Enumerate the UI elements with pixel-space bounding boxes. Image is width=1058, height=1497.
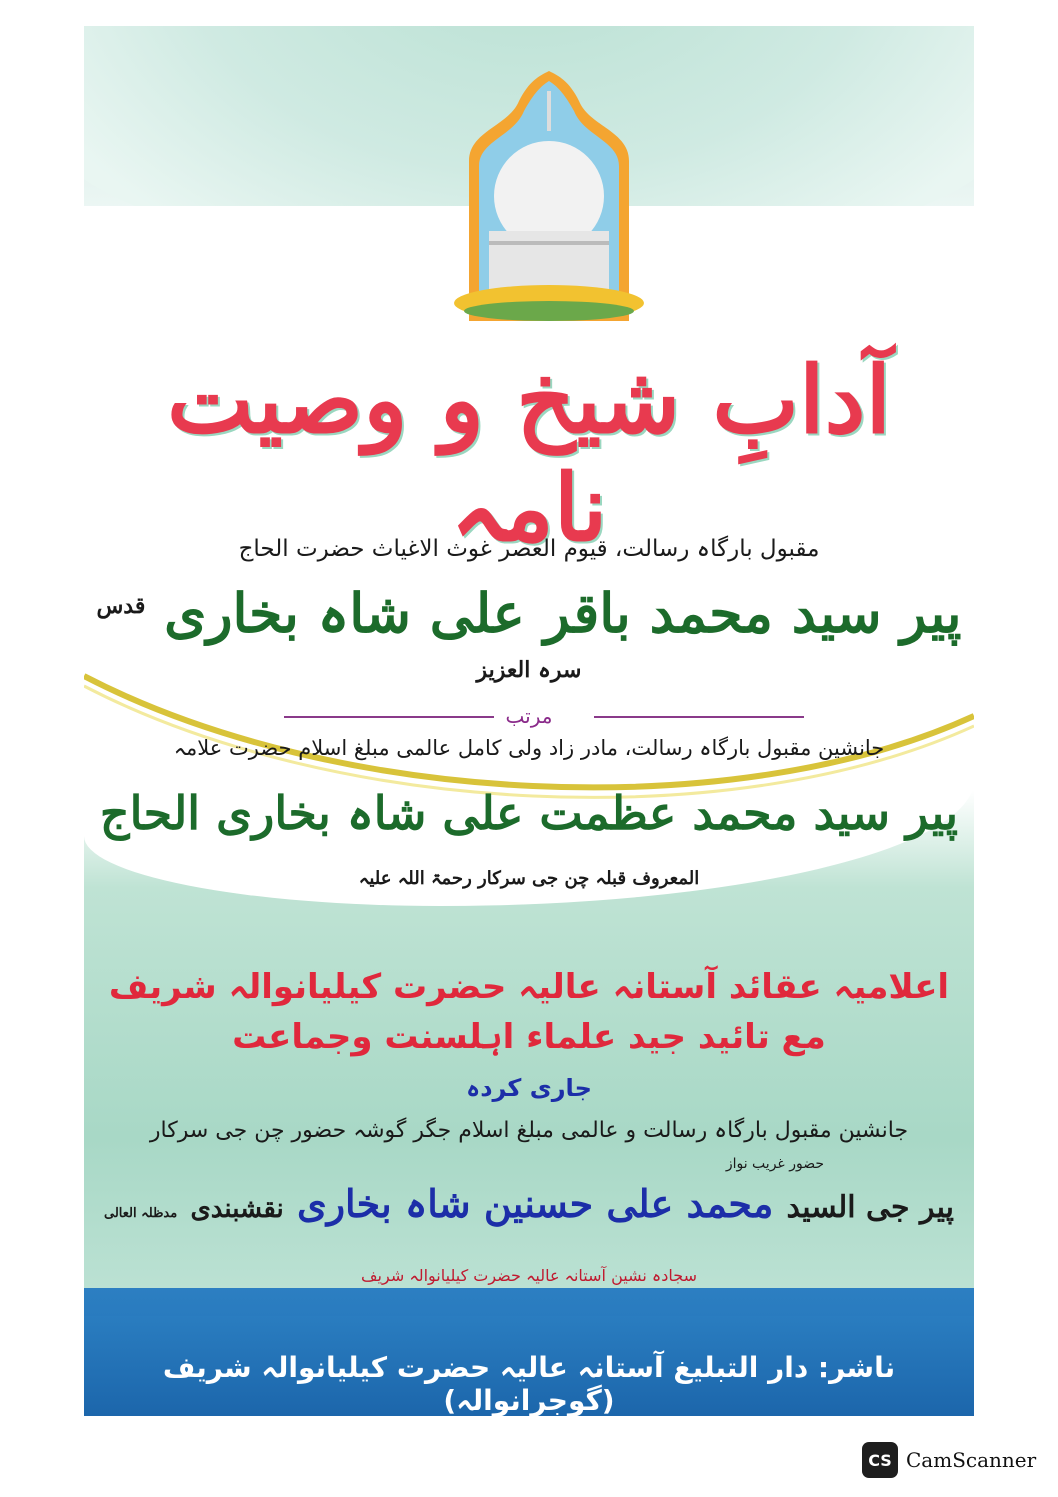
book-cover (84, 26, 974, 1416)
author-name-1 (84, 581, 974, 709)
subtitle-sajjada: سجادہ نشین آستانہ عالیہ حضرت کیلیانوالہ شریف (360, 1266, 697, 1285)
compiler-label-row (84, 704, 974, 728)
compiler-label: مرتب (505, 704, 553, 728)
author-name-3-small: مدظلہ العالی (104, 1206, 178, 1221)
subtitle-honorific-4: حضور غریب نواز (725, 1156, 824, 1172)
author-name-1-text: پیر سید محمد باقر علی شاہ بخاری (164, 581, 962, 645)
author-name-3-suffix: نقشبندی (190, 1194, 284, 1224)
declaration-line-2: مع تائید جید علماء اہلسنت وجماعت (232, 1017, 826, 1057)
subtitle-honorific-3: جانشین مقبول بارگاہ رسالت و عالمی مبلغ اسلام جگر گوشہ حضور چن جی سرکار (149, 1118, 909, 1143)
shrine-dome-icon (449, 71, 649, 331)
author-name-3-prefix: پیر جی السید (786, 1190, 954, 1225)
author-name-2-suffix: المعروف قبلہ چن جی سرکار رحمۃ اللہ علیہ (358, 868, 700, 890)
issued-by-label: جاری کردہ (466, 1074, 592, 1102)
subtitle-honorific-2: جانشین مقبول بارگاہ رسالت، مادر زاد ولی کامل عالمی مبلغ اسلام حضرت علامہ (173, 736, 885, 760)
author-name-3 (84, 1181, 974, 1226)
publisher-text: ناشر: دار التبلیغ آستانہ عالیہ حضرت کیلیانوالہ شریف (گوجرانوالہ) (162, 1351, 896, 1416)
camscanner-label: CamScanner (906, 1448, 1037, 1472)
declaration-line-1: اعلامیہ عقائد آستانہ عالیہ حضرت کیلیانوالہ شریف (108, 967, 950, 1007)
book-title: آدابِ شیخ و وصیت نامہ (166, 346, 892, 562)
author-name-3-text: محمد علی حسنین شاہ بخاری (296, 1181, 774, 1226)
camscanner-logo-icon: CS (862, 1442, 898, 1478)
author-name-1-suffix: قدس سرہ العزیز (96, 593, 582, 683)
author-name-2 (84, 786, 974, 896)
subtitle-honorific-1: مقبول بارگاہ رسالت، قیوم العصر غوث الاغیاث حضرت الحاج (238, 536, 820, 562)
author-name-2-text: پیر سید محمد عظمت علی شاہ بخاری الحاج (99, 786, 959, 840)
